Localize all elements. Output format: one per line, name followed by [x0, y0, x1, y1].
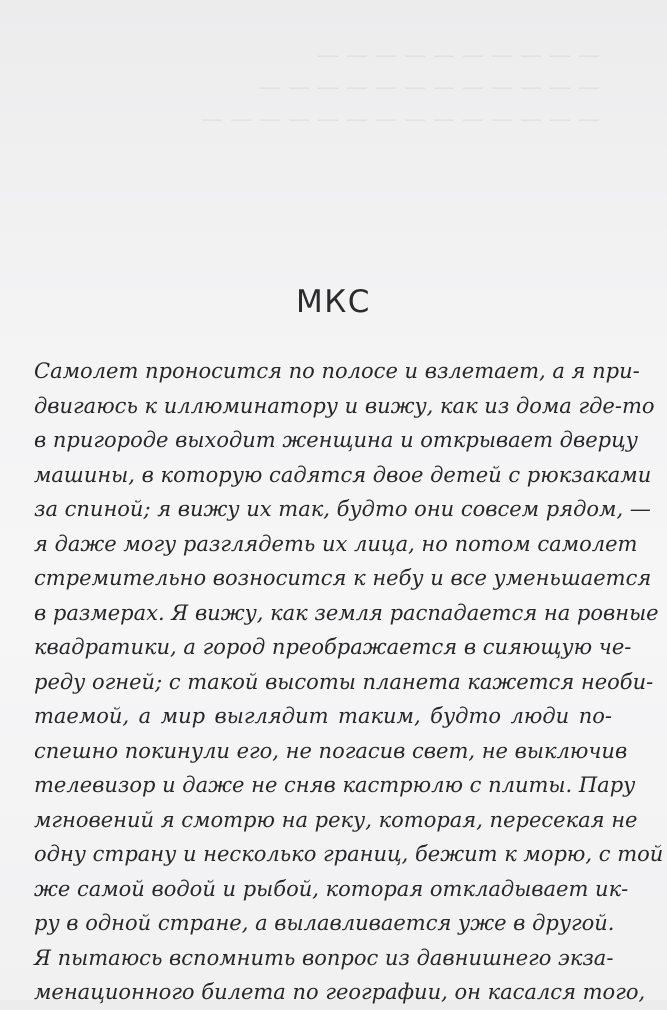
- bleed-through-text: — — — — — — — — — — — — — — — — — — — — — — — — — — — — — — — — — — — —: [201, 43, 600, 132]
- text-line: спешно покинули его, не погасив свет, не выключив: [34, 738, 628, 763]
- text-line: телевизор и даже не сняв кастрюлю с плиты. Пару: [34, 773, 636, 797]
- text-line: Самолет проносится по полосе и взлетает, а я при-: [34, 359, 640, 383]
- text-line: одну страну и несколько границ, бежит к морю, с той: [34, 842, 664, 866]
- text-line: за спиной; я вижу их так, будто они совсем рядом, —: [34, 497, 651, 521]
- text-line: Я пытаюсь вспомнить вопрос из давнишнего экза-: [34, 945, 614, 970]
- text-line: таемой, а мир выглядит таким, будто люди по-: [34, 704, 612, 728]
- chapter-title: МКС: [296, 284, 371, 320]
- text-line: мгновений я смотрю на реку, которая, пересекая не: [34, 807, 638, 832]
- body-paragraph: [34, 354, 664, 1010]
- text-line: в размерах. Я вижу, как земля распадается на ровные: [34, 600, 659, 625]
- text-line: стремительно возносится к небу и все уменьшается: [34, 566, 652, 590]
- text-line: машины, в которую садятся двое детей с рюкзаками: [34, 462, 652, 487]
- text-line: ру в одной стране, а вылавливается уже в другой.: [34, 911, 615, 935]
- text-line: квадратики, а город преображается в сияющую че-: [34, 635, 632, 659]
- text-line: двигаюсь к иллюминатору и вижу, как из дома где-то: [34, 393, 655, 418]
- text-line: в пригороде выходит женщина и открывает дверцу: [34, 428, 638, 452]
- text-line: же самой водой и рыбой, которая откладывает ик-: [34, 876, 629, 901]
- text-line: я даже могу разглядеть их лица, но потом самолет: [34, 531, 638, 556]
- text-line: реду огней; с такой высоты планета кажется необи-: [34, 669, 654, 694]
- text-line: менационного билета по географии, он касался того,: [34, 980, 646, 1004]
